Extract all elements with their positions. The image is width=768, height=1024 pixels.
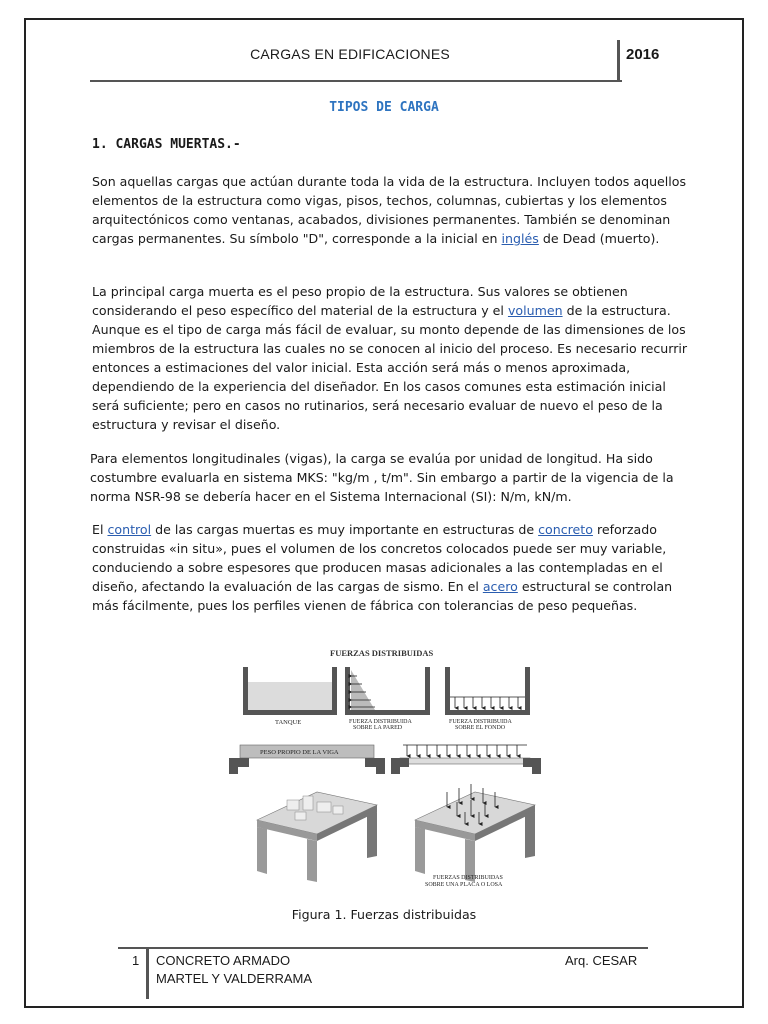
wall-force-diagram — [345, 667, 430, 731]
paragraph-4 — [92, 520, 692, 615]
footer-author: Arq. CESAR — [565, 953, 638, 968]
distributed-forces-figure — [225, 642, 555, 894]
paragraph-4-text-b: de las cargas muertas es muy importante en estructuras de — [151, 522, 539, 537]
footer-line-1: CONCRETO ARMADO — [156, 953, 291, 968]
beam-self-weight-diagram — [229, 745, 385, 774]
paragraph-1-text-a: Son aquellas cargas que actúan durante toda la vida de la estructura. Incluyen todos aquellos elementos de la estructura como vigas, pisos, techos, columnas, cubiertas y los elementos arquitectónicos como ventanas, acabados, divisiones permanentes. También se denominan cargas permanentes. Su símbolo "D", corresponde a la inicial en — [92, 174, 687, 246]
label-bottom-force-1: FUERZA DISTRIBUIDA — [449, 719, 512, 725]
footer-line-2: MARTEL Y VALDERRAMA — [156, 971, 313, 986]
label-wall-force-1: FUERZA DISTRIBUIDA — [349, 719, 412, 725]
slab-with-blocks-diagram — [257, 792, 377, 882]
label-beam: PESO PROPIO DE LA VIGA — [260, 749, 339, 756]
link-acero[interactable]: acero — [482, 579, 518, 594]
label-slab-1: FUERZAS DISTRIBUIDAS — [433, 875, 503, 881]
beam-distributed-load-diagram — [391, 745, 541, 774]
label-wall-force-2: SOBRE LA PARED — [353, 725, 403, 731]
paragraph-4-text-c: reforzado construidas «in situ», pues el volumen de los concretos colocados puede ser muy variable, conduciendo a sobre espesores que producen masas adicionales a las contempladas en el diseño, afectando la evaluación de las cargas de sismo. En el — [92, 522, 667, 594]
paragraph-4-text-a: El — [92, 522, 108, 537]
header-divider — [617, 40, 620, 82]
label-tank: TANQUE — [275, 719, 302, 726]
link-ingles[interactable]: inglés — [501, 231, 539, 246]
bottom-force-diagram — [445, 667, 530, 731]
link-control[interactable]: control — [107, 522, 152, 537]
paragraph-1 — [92, 172, 692, 248]
paragraph-1-text-b: de Dead (muerto). — [538, 231, 660, 246]
paragraph-4-text-d: estructural se controlan más fácilmente, pues los perfiles vienen de fábrica con tolerancias de peso pequeñas. — [92, 579, 673, 613]
footer-rule — [118, 947, 648, 949]
link-concreto[interactable]: concreto — [538, 522, 593, 537]
header-year: 2016 — [626, 46, 660, 63]
tank-diagram — [243, 667, 337, 726]
link-volumen[interactable]: volumen — [507, 303, 563, 318]
figure-caption: Figura 1. Fuerzas distribuidas — [291, 907, 477, 922]
paragraph-2 — [92, 282, 692, 434]
section-heading: 1. CARGAS MUERTAS.- — [92, 137, 241, 152]
paragraph-3: Para elementos longitudinales (vigas), la carga se evalúa por unidad de longitud. Ha sido costumbre evaluarla en sistema MKS: "kg/m , t/m". Sin embargo a partir de la vigencia de la norma NSR-98 se debería hacer en el Sistema Internacional (SI): N/m, kN/m. — [90, 451, 674, 504]
header-title: CARGAS EN EDIFICACIONES — [250, 46, 450, 62]
paragraph-2-text-a: La principal carga muerta es el peso propio de la estructura. Sus valores se obtienen considerando el peso específico del material de la estructura y el — [92, 284, 628, 318]
section-title: TIPOS DE CARGA — [329, 100, 439, 115]
footer-divider — [146, 949, 149, 999]
slab-distributed-forces-diagram — [415, 784, 535, 888]
page-number: 1 — [132, 953, 140, 968]
header-rule — [90, 80, 622, 82]
label-bottom-force-2: SOBRE EL FONDO — [455, 725, 506, 731]
figure-title: FUERZAS DISTRIBUIDAS — [330, 648, 434, 658]
paragraph-2-text-b: de la estructura. Aunque es el tipo de carga más fácil de evaluar, su monto depende de las dimensiones de los miembros de la estructura las cuales no se conocen al inicio del proceso. Es necesario recurrir entonces a estimaciones del valor inicial. Esta acción será más o menos aproximada, dependiendo de la experiencia del diseñador. En los casos comunes esta estimación inicial será suficiente; pero en casos no rutinarios, será necesario evaluar de nuevo el peso de la estructura y revisar el diseño. — [92, 303, 688, 432]
label-slab-2: SOBRE UNA PLACA O LOSA — [425, 882, 503, 888]
